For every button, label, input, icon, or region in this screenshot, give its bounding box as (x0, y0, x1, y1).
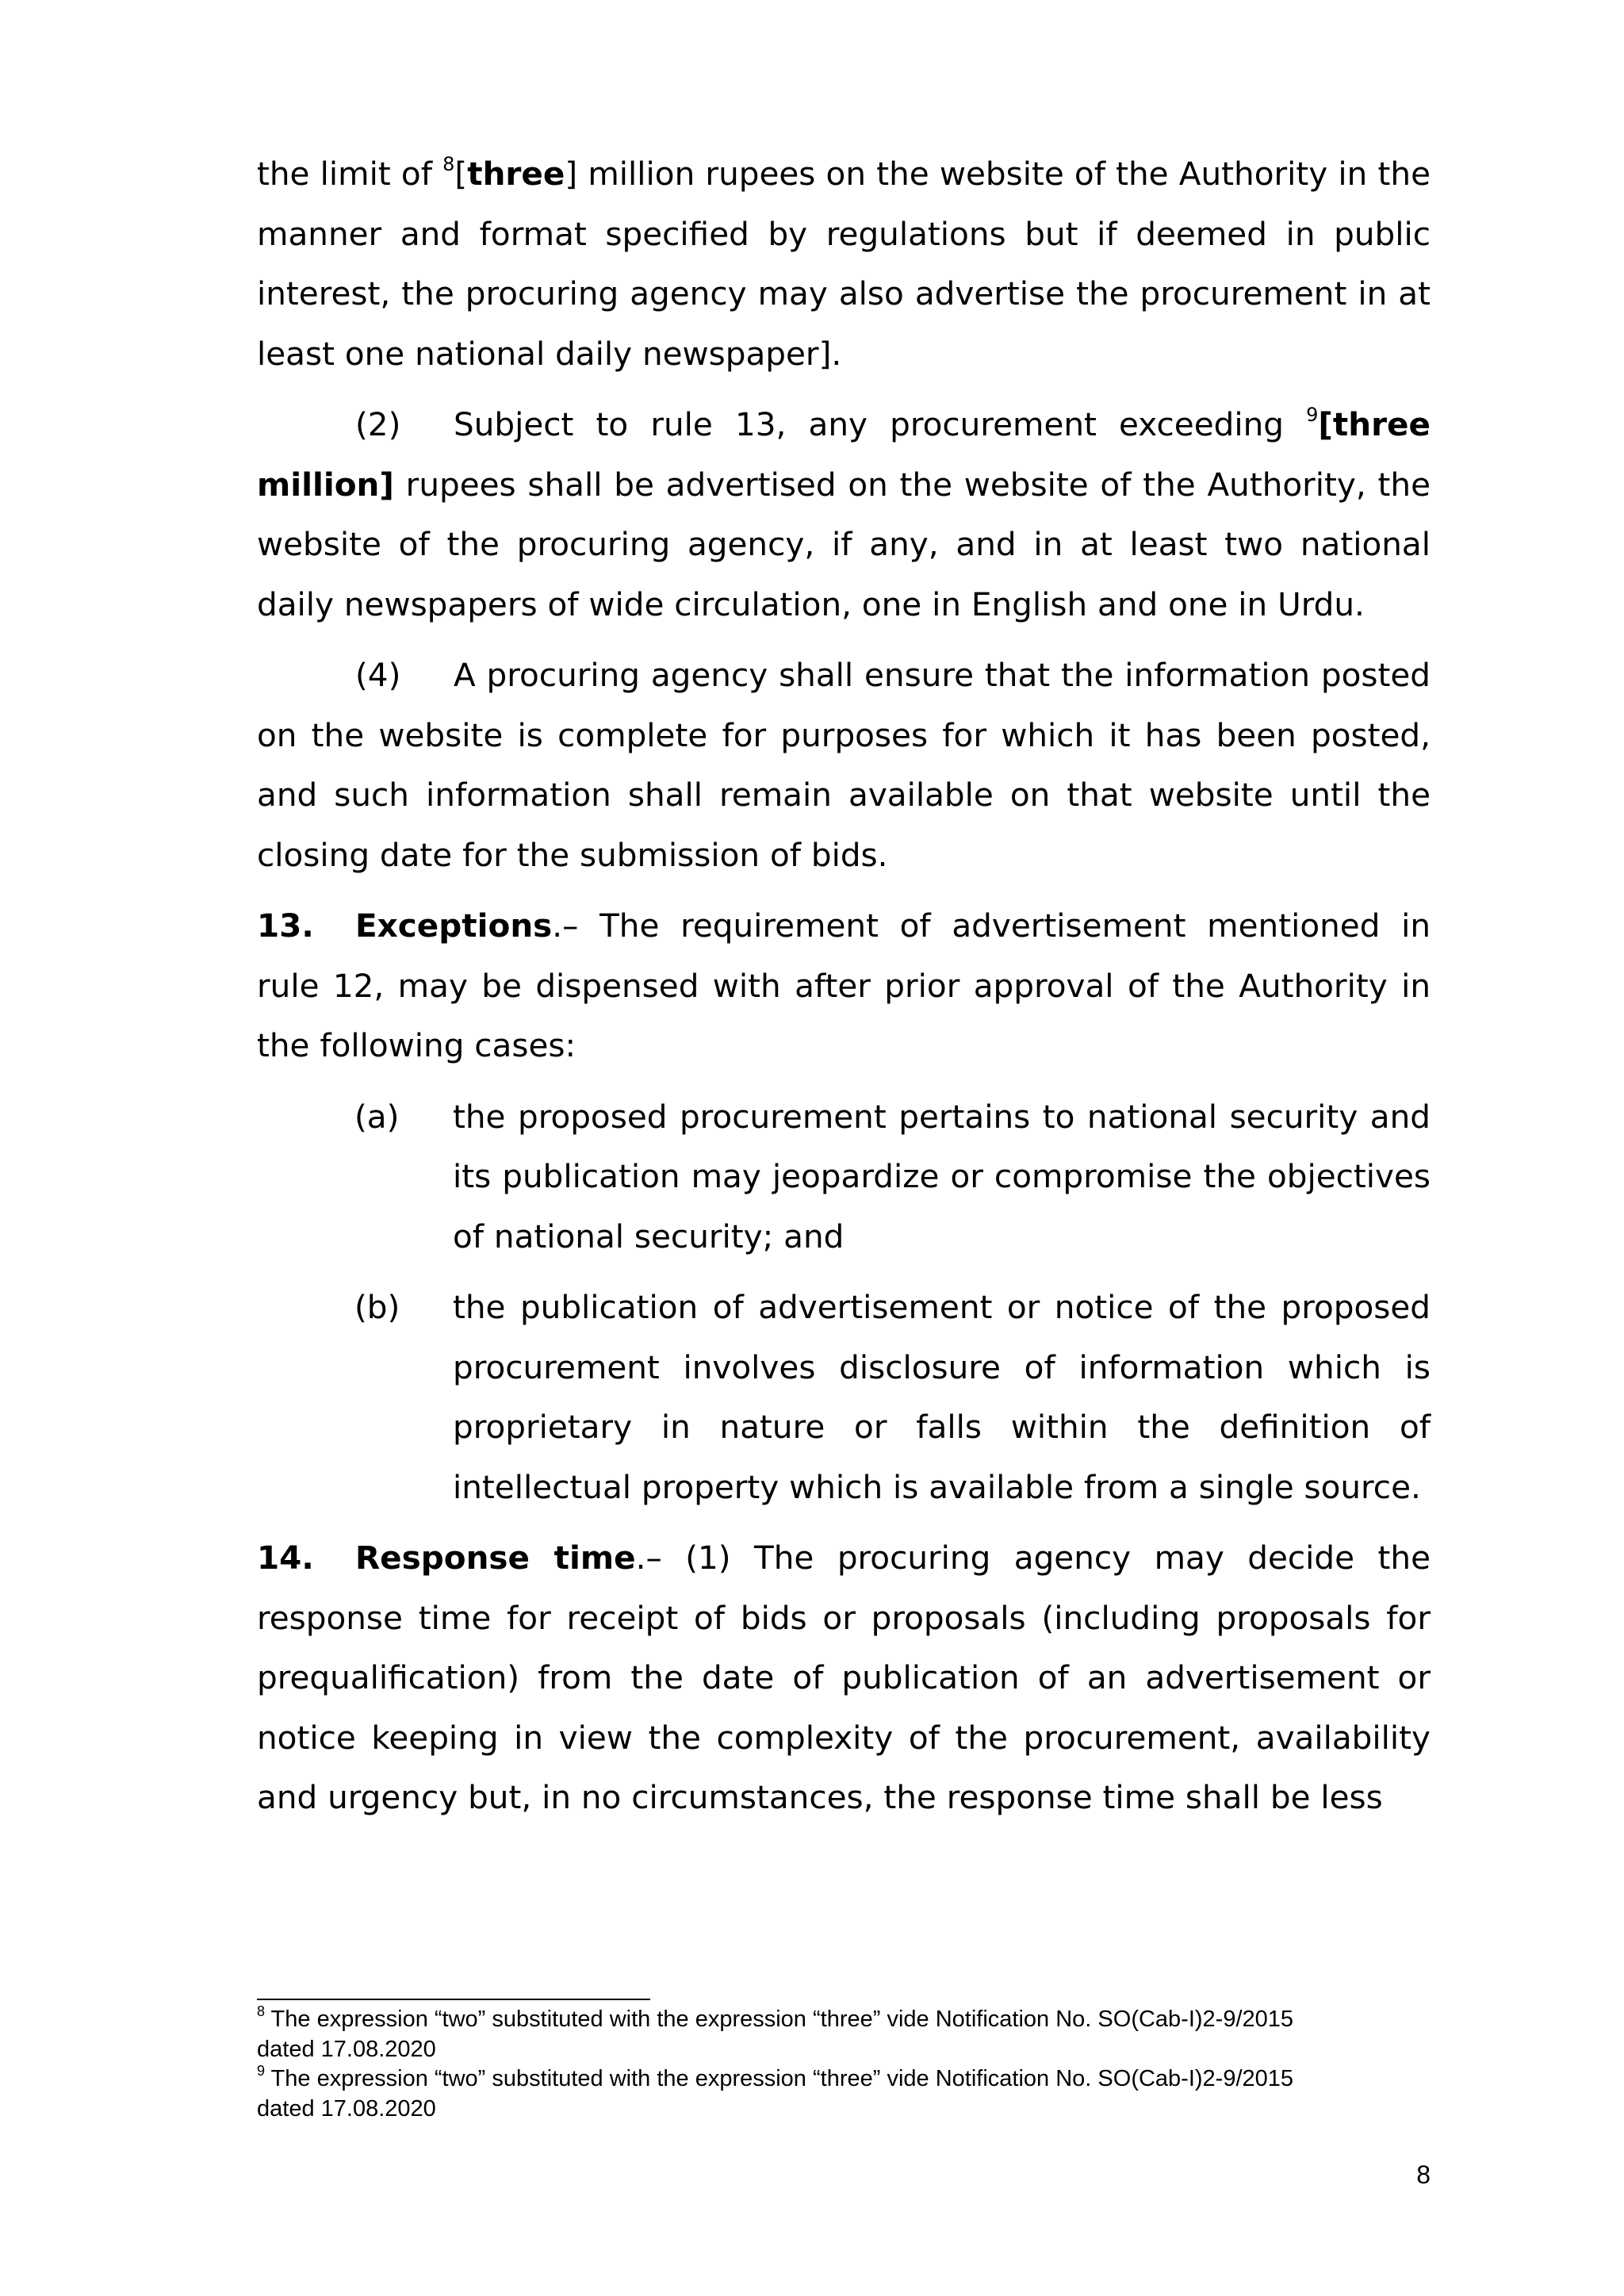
subrule-number: (2) (355, 405, 401, 443)
rule-heading: Exceptions (355, 907, 553, 945)
paragraph-text: Subject to rule 13, any procurement exceeding (454, 405, 1307, 443)
rule-13-exceptions (257, 896, 1431, 1076)
clause-a (257, 1087, 1431, 1267)
footnote-date: dated 17.08.2020 (257, 2095, 436, 2122)
clause-label: (a) (354, 1097, 400, 1136)
bracket-open: [ (454, 155, 468, 193)
footnote-reference-9: 9 (1306, 404, 1319, 426)
clause-text: the publication of advertisement or notice of the proposed procurement involves disclosure of information which is proprietary in nature or falls within the definition of intellectual property which is available from a single source. (453, 1288, 1431, 1506)
amended-phrase-three-million: [three million] (257, 405, 1431, 504)
footnote-number: 9 (257, 2063, 266, 2079)
paragraph-rule-12-4 (257, 646, 1431, 885)
main-text (257, 144, 1431, 1839)
clause-b (257, 1278, 1431, 1517)
subrule-number: (4) (355, 656, 401, 694)
rule-number: 13. (257, 907, 314, 945)
footnote-reference-8: 8 (442, 153, 455, 175)
footnote-date: dated 17.08.2020 (257, 2036, 436, 2062)
paragraph-rule-12-2 (257, 395, 1431, 634)
footnote-8 (257, 2005, 1431, 2064)
paragraph-text: ] million rupees on the website of the Authority in the manner and format specified by regulations but if deemed in public interest, the procuring agency may also advertise the procurement in at least one national daily newspaper]. (257, 155, 1431, 373)
amended-word-three: three (467, 155, 565, 193)
paragraph-text: the limit of (257, 155, 443, 193)
paragraph-text: .– (1) The procuring agency may decide the response time for receipt of bids or proposals (including proposals for prequalification) from the date of publication of an advertisement or notice keeping in view the complexity of the procurement, availability and urgency but, in no circumstances, the response time shall be less (257, 1539, 1431, 1816)
paragraph-text: .– The requirement of advertisement mentioned in rule 12, may be dispensed with after prior approval of the Authority in the following cases: (257, 907, 1431, 1064)
footnote-9 (257, 2064, 1431, 2124)
footnote-separator (257, 1999, 650, 2000)
page-number: 8 (1416, 2160, 1431, 2189)
paragraph-text: rupees shall be advertised on the website of the Authority, the website of the procuring agency, if any, and in at least two national daily newspapers of wide circulation, one in English and one in Urdu. (257, 465, 1431, 623)
footnotes (257, 2005, 1431, 2124)
rule-14-response-time (257, 1528, 1431, 1828)
clause-text: the proposed procurement pertains to national security and its publication may jeopardize or compromise the objectives of national security; and (453, 1097, 1431, 1255)
paragraph-text: A procuring agency shall ensure that the information posted on the website is complete for purposes for which it has been posted, and such information shall remain available on that website until the closing date for the submission of bids. (257, 656, 1431, 874)
footnote-number: 8 (257, 2003, 266, 2019)
rule-heading: Response time (355, 1539, 636, 1577)
clause-label: (b) (354, 1288, 400, 1326)
footnote-text: The expression “two” substituted with the expression “three” vide Notification No. SO(Cab-I)2-9/2015 (265, 2007, 1294, 2032)
paragraph-rule-12-1-continued (257, 144, 1431, 384)
rule-number: 14. (257, 1539, 314, 1577)
footnote-text: The expression “two” substituted with the expression “three” vide Notification No. SO(Cab-I)2-9/2015 (265, 2066, 1294, 2091)
